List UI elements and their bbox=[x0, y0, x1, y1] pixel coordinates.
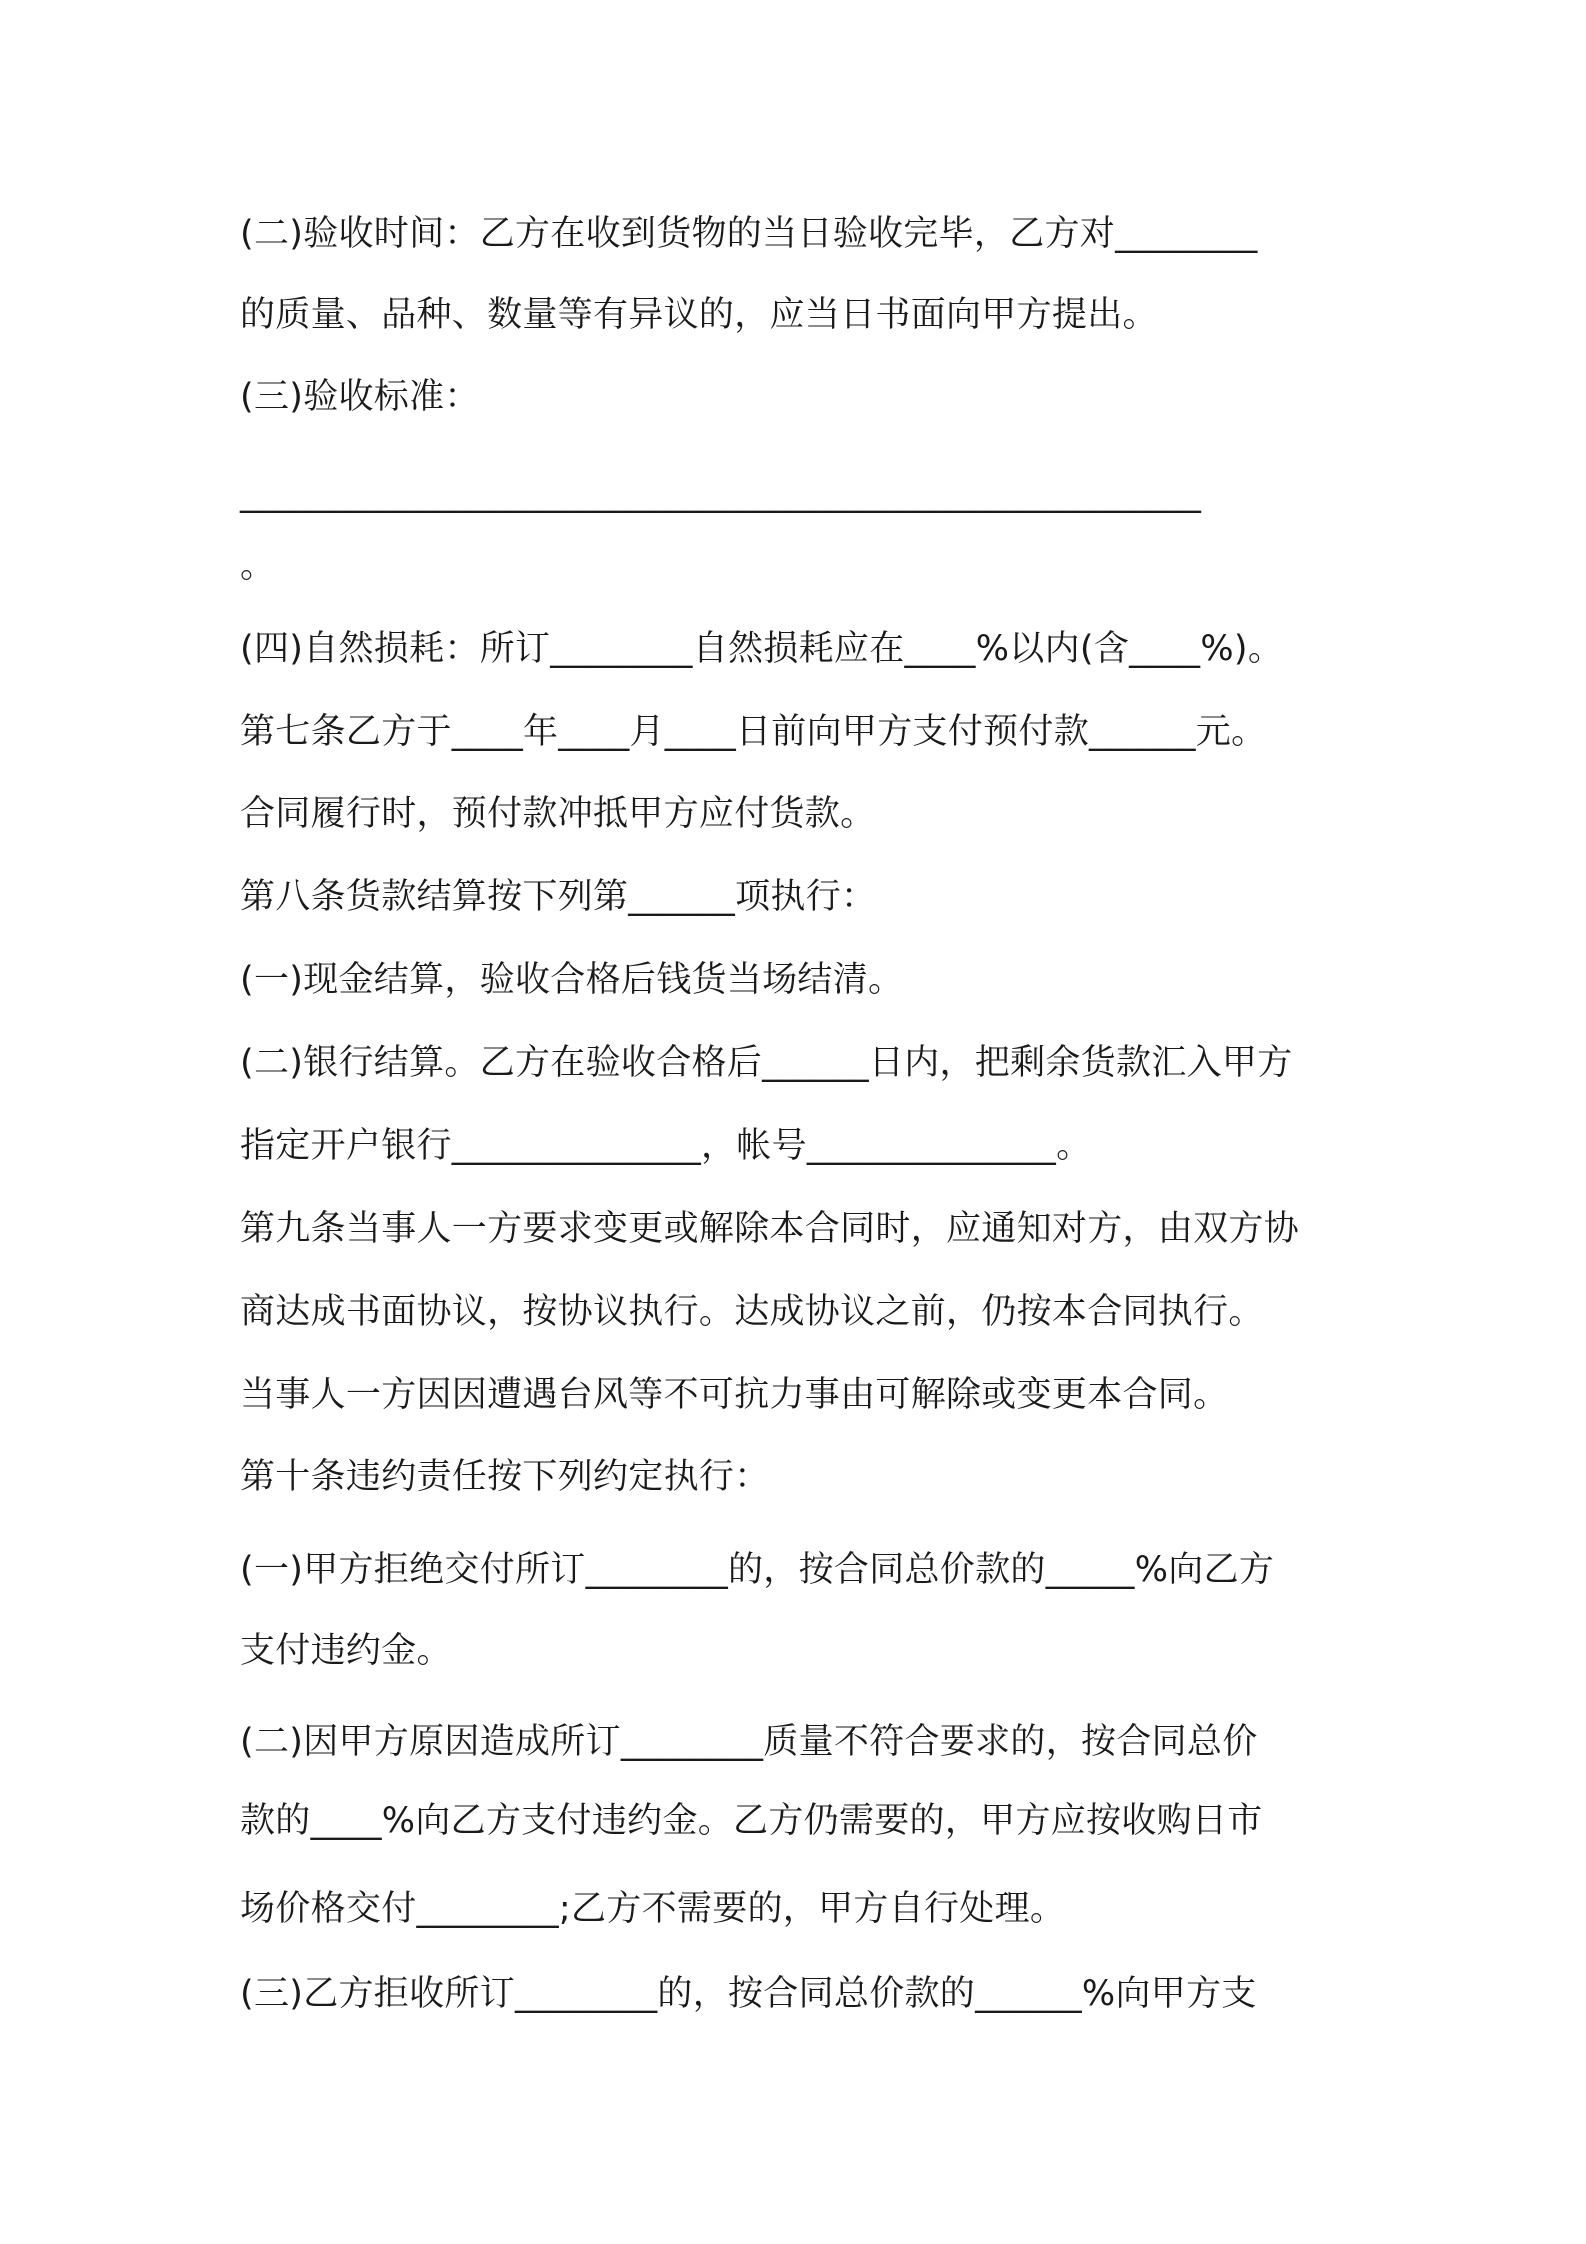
paragraph-line: 指定开户银行______________，帐号______________。 bbox=[240, 1126, 1092, 1166]
paragraph-line: 。 bbox=[240, 546, 276, 586]
paragraph-line: 支付违约金。 bbox=[240, 1631, 452, 1671]
paragraph-line: 场价格交付________;乙方不需要的，甲方自行处理。 bbox=[240, 1889, 1066, 1929]
clause-line: 第九条当事人一方要求变更或解除本合同时，应通知对方，由双方协 bbox=[240, 1209, 1300, 1249]
clause-line: 第七条乙方于____年____月____日前向甲方支付预付款______元。 bbox=[240, 712, 1267, 752]
paragraph-line: 的质量、品种、数量等有异议的，应当日书面向甲方提出。 bbox=[240, 295, 1158, 335]
clause-line: 第十条违约责任按下列约定执行： bbox=[240, 1457, 770, 1497]
section-heading: (三)验收标准： bbox=[240, 377, 480, 417]
blank-line: ______________________________________________________ bbox=[240, 474, 1202, 514]
paragraph-line: (二)银行结算。乙方在验收合格后______日内，把剩余货款汇入甲方 bbox=[240, 1043, 1293, 1083]
paragraph-line: (四)自然损耗：所订________自然损耗应在____%以内(含____%)。 bbox=[240, 629, 1284, 669]
paragraph-line: 商达成书面协议，按协议执行。达成协议之前，仍按本合同执行。 bbox=[240, 1292, 1264, 1332]
paragraph-line: (一)现金结算，验收合格后钱货当场结清。 bbox=[240, 960, 904, 1000]
paragraph-line: 当事人一方因因遭遇台风等不可抗力事由可解除或变更本合同。 bbox=[240, 1375, 1229, 1415]
paragraph-line: (二)验收时间：乙方在收到货物的当日验收完毕，乙方对________ bbox=[240, 214, 1258, 254]
clause-line: 第八条货款结算按下列第______项执行： bbox=[240, 877, 877, 917]
paragraph-line: (二)因甲方原因造成所订________质量不符合要求的，按合同总价 bbox=[240, 1722, 1258, 1762]
paragraph-line: 合同履行时，预付款冲抵甲方应付货款。 bbox=[240, 794, 876, 834]
paragraph-line: (一)甲方拒绝交付所订________的，按合同总价款的_____%向乙方 bbox=[240, 1550, 1275, 1590]
paragraph-line: (三)乙方拒收所订________的，按合同总价款的______%向甲方支 bbox=[240, 1974, 1257, 2014]
paragraph-line: 款的____%向乙方支付违约金。乙方仍需要的，甲方应按收购日市 bbox=[240, 1801, 1263, 1841]
